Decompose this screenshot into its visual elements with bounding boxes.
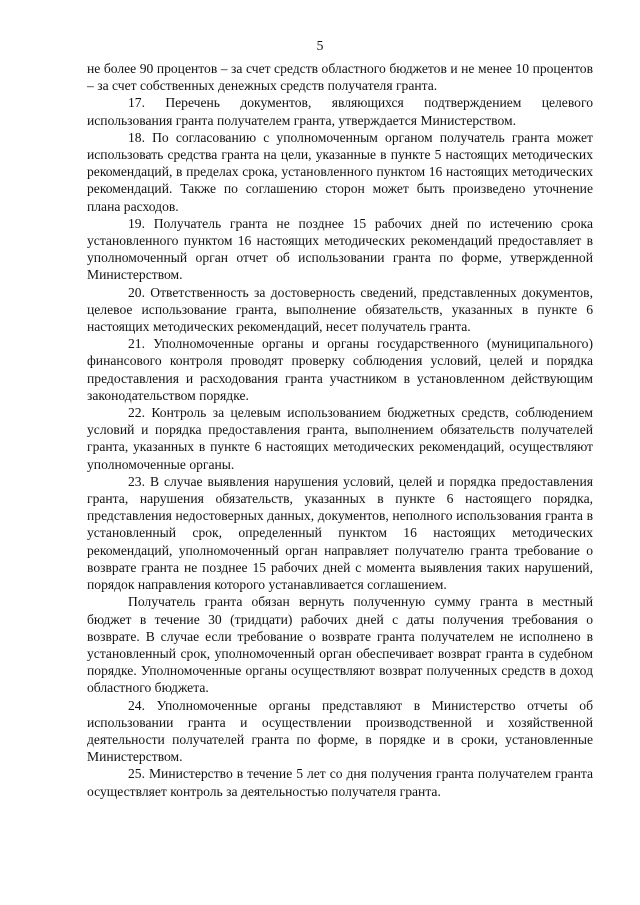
paragraph-23-refund: Получатель гранта обязан вернуть полученную сумму гранта в местный бюджет в течение 30 (тридцати) рабочих дней с даты получения требования о возврате. В случае если требование о возврате гранта получателем не исполнено в установленный срок, уполномоченный орган обеспечивает возврат гранта в судебном порядке. Уполномоченные органы осуществляют возврат полученных средств в доход областного бюджета.	[87, 594, 593, 696]
paragraph-18: 18. По согласованию с уполномоченным органом получатель гранта может использовать средства гранта на цели, указанные в пункте 5 настоящих методических рекомендаций, в пределах срока, установленного пунктом 16 настоящих методических рекомендаций. Также по соглашению сторон может быть произведено уточнение плана расходов.	[87, 129, 593, 214]
paragraph-21: 21. Уполномоченные органы и органы государственного (муниципального) финансового контроля проводят проверку соблюдения условий, целей и порядка предоставления и расходования гранта участником в установленном действующим законодательством порядке.	[87, 336, 593, 403]
page-number: 5	[316, 38, 324, 53]
document-body	[87, 60, 593, 800]
paragraph-20: 20. Ответственность за достоверность сведений, представленных документов, целевое использование гранта, выполнение обязательств, указанных в пункте 6 настоящих методических рекомендаций, несет получатель гранта.	[87, 284, 593, 335]
paragraph-22: 22. Контроль за целевым использованием бюджетных средств, соблюдением условий и порядка предоставления гранта, выполнением обязательств получателей гранта, указанных в пункте 6 настоящих методических рекомендаций, осуществляют уполномоченные органы.	[87, 405, 593, 472]
paragraph-24: 24. Уполномоченные органы представляют в Министерство отчеты об использовании гранта и осуществлении производственной и хозяйственной деятельности получателей гранта по форме, в порядке и в сроки, установленные Министерством.	[87, 697, 593, 765]
paragraph-continuation: не более 90 процентов – за счет средств областного бюджетов и не менее 10 процентов – за счет собственных денежных средств получателя гранта.	[87, 61, 593, 94]
paragraph-17: 17. Перечень документов, являющихся подтверждением целевого использования гранта получателем гранта, утверждается Министерством.	[87, 95, 593, 128]
paragraph-19: 19. Получатель гранта не позднее 15 рабочих дней по истечению срока установленного пунктом 16 настоящих методических рекомендаций предоставляет в уполномоченный орган отчет об использовании гранта по форме, утвержденной Министерством.	[87, 215, 593, 283]
paragraph-25: 25. Министерство в течение 5 лет со дня получения гранта получателем гранта осуществляет контроль за деятельностью получателя гранта.	[87, 766, 593, 799]
paragraph-23: 23. В случае выявления нарушения условий, целей и порядка предоставления гранта, нарушения обязательств, указанных в пункте 6 настоящего порядка, представления недостоверных данных, документов, неполного использования гранта в установленный срок, определенный пунктом 16 настоящих методических рекомендаций, уполномоченный орган направляет получателю гранта требование о возврате гранта не позднее 15 рабочих дней с момента выявления таких нарушений, порядок направления которого устанавливается соглашением.	[87, 473, 593, 593]
